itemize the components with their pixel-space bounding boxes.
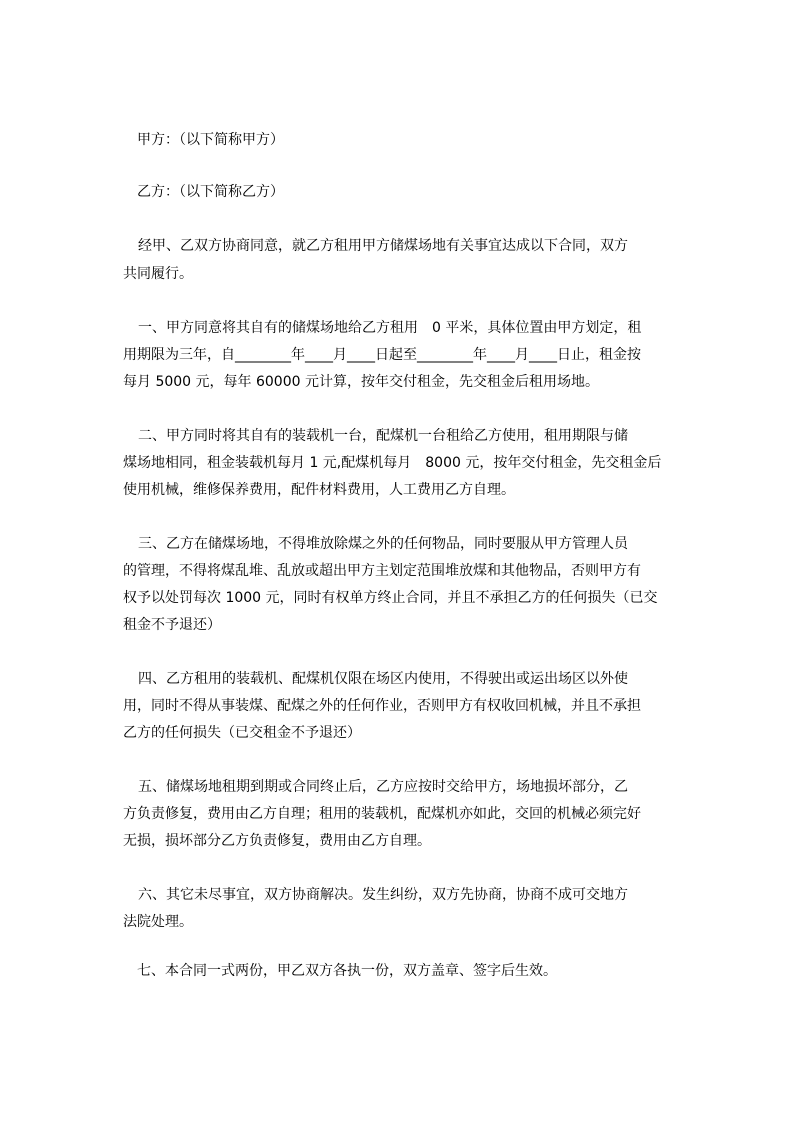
clause2-line-1: 二、甲方同时将其自有的装载机一台，配煤机一台租给乙方使用，租用期限与储	[138, 428, 628, 444]
clause5-line-3: 无损，损坏部分乙方负责修复，费用由乙方自理。	[123, 833, 431, 849]
clause3-line-2: 的管理，不得将煤乱堆、乱放或超出甲方主划定范围堆放煤和其他物品，否则甲方有	[123, 563, 641, 579]
party-a-line: 甲方：（以下简称甲方）	[137, 132, 284, 148]
clause4-line-1: 四、乙方租用的装载机、配煤机仅限在场区内使用，不得驶出或运出场区以外使	[138, 671, 628, 687]
clause3-line-1: 三、乙方在储煤场地，不得堆放除煤之外的任何物品，同时要服从甲方管理人员	[138, 536, 628, 552]
clause2-line-2: 煤场地相同，租金装载机每月 1 元,配煤机每月 8000 元，按年交付租金，先交租金后	[123, 455, 662, 471]
clause3-line-4: 租金不予退还）	[123, 617, 221, 633]
clause4-line-2: 用，同时不得从事装煤、配煤之外的任何作业，否则甲方有权收回机械，并且不承担	[123, 698, 641, 714]
party-b-line: 乙方：（以下简称乙方）	[137, 184, 284, 200]
clause6-line-2: 法院处理。	[123, 914, 193, 930]
clause4-line-3: 乙方的任何损失（已交租金不予退还）	[123, 725, 361, 741]
clause6-line-1: 六、其它未尽事宜，双方协商解决。发生纠纷，双方先协商，协商不成可交地方	[138, 887, 628, 903]
clause1-line-1: 一、甲方同意将其自有的储煤场地给乙方租用 0 平米，具体位置由甲方划定，租	[138, 320, 642, 336]
intro-line-2: 共同履行。	[123, 266, 193, 282]
clause5-line-1: 五、储煤场地租期到期或合同终止后，乙方应按时交给甲方，场地损坏部分，乙	[138, 779, 628, 795]
clause7-line-1: 七、本合同一式两份，甲乙双方各执一份，双方盖章、签字后生效。	[137, 963, 557, 979]
clause5-line-2: 方负责修复，费用由乙方自理；租用的装载机，配煤机亦如此，交回的机械必须完好	[123, 806, 641, 822]
intro-line-1: 经甲、乙双方协商同意，就乙方租用甲方储煤场地有关事宜达成以下合同，双方	[138, 238, 628, 254]
clause3-line-3: 权予以处罚每次 1000 元，同时有权单方终止合同，并且不承担乙方的任何损失（已交	[123, 590, 658, 606]
clause2-line-3: 使用机械，维修保养费用，配件材料费用，人工费用乙方自理。	[123, 482, 515, 498]
clause1-line-3: 每月 5000 元，每年 60000 元计算，按年交付租金，先交租金后租用场地。	[123, 374, 599, 390]
clause1-line-2: 用期限为三年，自________年____月____日起至________年____月____日止，租金按	[123, 347, 641, 363]
